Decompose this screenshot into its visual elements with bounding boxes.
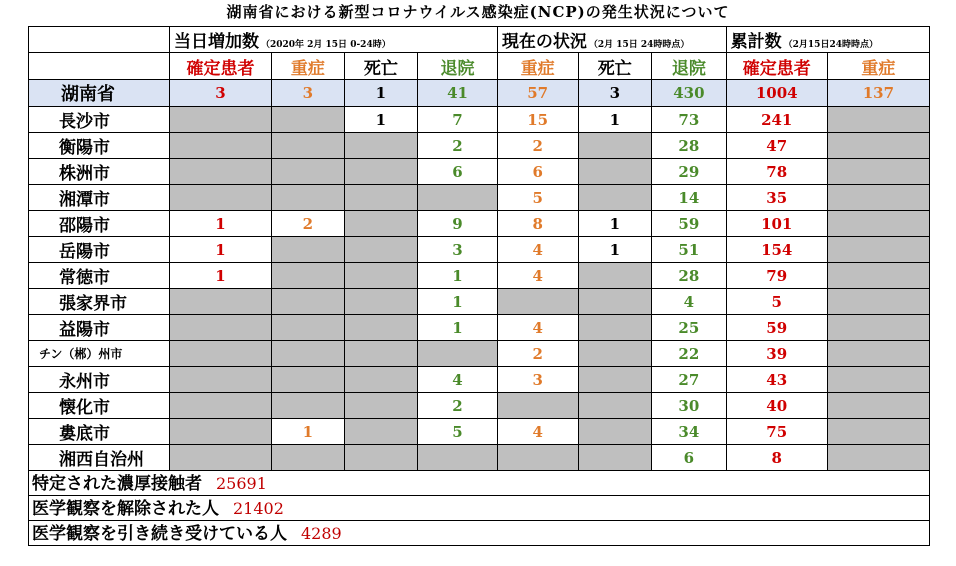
cell-current-death	[578, 289, 652, 315]
group-header-current-status: 現在の状況 （2月 15日 24時時点）	[497, 27, 726, 53]
cell-daily-confirmed	[169, 289, 271, 315]
col-header-total-confirmed: 確定患者	[726, 53, 827, 80]
cell-total-confirmed: 154	[726, 237, 827, 263]
region-name: 懐化市	[29, 393, 170, 419]
cell-total-severe	[827, 445, 929, 471]
group-header-cumulative: 累計数 （2月15日24時時点）	[726, 27, 929, 53]
cell-daily-severe	[272, 107, 345, 133]
col-header-current-severe: 重症	[497, 53, 578, 80]
col-header-daily-severe: 重症	[272, 53, 345, 80]
table-row	[29, 263, 930, 289]
cell-current-death	[578, 263, 652, 289]
corner-cell	[29, 53, 170, 80]
cell-total-confirmed: 47	[726, 133, 827, 159]
footer-row	[28, 521, 930, 546]
col-header-current-discharged: 退院	[652, 53, 727, 80]
table-row	[29, 185, 930, 211]
cell-current-severe: 5	[497, 185, 578, 211]
cell-daily-discharged: 1	[418, 289, 498, 315]
cell-daily-confirmed	[169, 341, 271, 367]
cell-daily-discharged	[418, 341, 498, 367]
cell-current-death	[578, 393, 652, 419]
cell-daily-severe	[272, 393, 345, 419]
region-name: 湘潭市	[29, 185, 170, 211]
region-name: 邵陽市	[29, 211, 170, 237]
cell-total-severe	[827, 263, 929, 289]
cell-current-death: 3	[578, 80, 652, 107]
footer-row	[28, 471, 930, 496]
cell-current-death	[578, 419, 652, 445]
col-header-total-severe: 重症	[827, 53, 929, 80]
cell-total-severe	[827, 315, 929, 341]
cell-daily-confirmed	[169, 393, 271, 419]
cell-daily-severe	[272, 367, 345, 393]
cell-daily-severe: 2	[272, 211, 345, 237]
cell-total-confirmed: 43	[726, 367, 827, 393]
group-header-daily-increase: 当日増加数 （2020年 2月 15日 0-24時）	[169, 27, 497, 53]
province-row	[29, 80, 930, 107]
cell-total-severe	[827, 107, 929, 133]
table-row	[29, 237, 930, 263]
cell-current-severe: 15	[497, 107, 578, 133]
cell-current-death	[578, 315, 652, 341]
table-row	[29, 419, 930, 445]
cell-total-severe	[827, 133, 929, 159]
cell-daily-confirmed	[169, 367, 271, 393]
cell-daily-severe	[272, 341, 345, 367]
cell-current-discharged: 59	[652, 211, 727, 237]
region-name: 益陽市	[29, 315, 170, 341]
cell-daily-death	[344, 133, 418, 159]
cell-total-confirmed: 8	[726, 445, 827, 471]
cell-current-severe: 2	[497, 133, 578, 159]
cell-current-severe: 3	[497, 367, 578, 393]
cell-daily-death	[344, 237, 418, 263]
region-name: 長沙市	[29, 107, 170, 133]
cell-daily-discharged: 5	[418, 419, 498, 445]
cell-current-discharged: 6	[652, 445, 727, 471]
cell-current-discharged: 29	[652, 159, 727, 185]
cell-current-severe: 4	[497, 237, 578, 263]
table-body	[29, 80, 930, 471]
col-header-daily-death: 死亡	[344, 53, 418, 80]
cell-total-confirmed: 1004	[726, 80, 827, 107]
table-row	[29, 159, 930, 185]
cell-daily-severe	[272, 263, 345, 289]
cell-total-severe	[827, 419, 929, 445]
cell-daily-confirmed	[169, 133, 271, 159]
cell-current-death	[578, 133, 652, 159]
cell-daily-discharged: 3	[418, 237, 498, 263]
cell-daily-confirmed: 1	[169, 211, 271, 237]
cell-daily-severe: 1	[272, 419, 345, 445]
region-name: 常徳市	[29, 263, 170, 289]
table-row	[29, 289, 930, 315]
cell-daily-death: 1	[344, 107, 418, 133]
cell-daily-discharged: 7	[418, 107, 498, 133]
cell-daily-discharged: 41	[418, 80, 498, 107]
cell-daily-discharged: 1	[418, 263, 498, 289]
region-name: 湘西自治州	[29, 445, 170, 471]
cell-current-discharged: 28	[652, 133, 727, 159]
cell-current-severe: 4	[497, 419, 578, 445]
cell-current-severe: 6	[497, 159, 578, 185]
cell-current-discharged: 73	[652, 107, 727, 133]
cell-daily-discharged: 4	[418, 367, 498, 393]
cell-daily-death	[344, 315, 418, 341]
cell-daily-death	[344, 289, 418, 315]
table-row	[29, 367, 930, 393]
cell-total-severe	[827, 393, 929, 419]
cell-total-confirmed: 79	[726, 263, 827, 289]
cell-current-discharged: 4	[652, 289, 727, 315]
cell-total-confirmed: 75	[726, 419, 827, 445]
cell-total-severe	[827, 341, 929, 367]
cell-daily-death	[344, 445, 418, 471]
region-name: 衡陽市	[29, 133, 170, 159]
cell-current-death: 1	[578, 211, 652, 237]
cell-daily-death	[344, 263, 418, 289]
cell-daily-confirmed	[169, 445, 271, 471]
cell-current-death	[578, 341, 652, 367]
col-header-current-death: 死亡	[578, 53, 652, 80]
cell-daily-discharged	[418, 445, 498, 471]
cell-current-severe: 4	[497, 263, 578, 289]
corner-cell	[29, 27, 170, 53]
cell-daily-confirmed: 1	[169, 237, 271, 263]
footer-label: 医学観察を解除された人	[32, 499, 219, 519]
region-name: 岳陽市	[29, 237, 170, 263]
footer-value: 4289	[301, 524, 342, 543]
cell-daily-discharged: 2	[418, 393, 498, 419]
cell-daily-confirmed	[169, 315, 271, 341]
cell-current-death	[578, 185, 652, 211]
cell-daily-confirmed	[169, 185, 271, 211]
cell-total-severe	[827, 185, 929, 211]
table-row	[29, 107, 930, 133]
table-row	[29, 211, 930, 237]
cell-current-severe: 4	[497, 315, 578, 341]
cell-current-severe	[497, 289, 578, 315]
page-title: 湖南省における新型コロナウイルス感染症(NCP)の発生状況について	[226, 3, 730, 21]
cell-daily-severe	[272, 315, 345, 341]
cell-daily-confirmed	[169, 107, 271, 133]
region-name: 湖南省	[29, 80, 170, 107]
cell-daily-discharged: 2	[418, 133, 498, 159]
table-row	[29, 445, 930, 471]
footer-label: 特定された濃厚接触者	[32, 474, 202, 494]
cell-daily-severe	[272, 237, 345, 263]
cell-daily-discharged	[418, 185, 498, 211]
cell-daily-confirmed	[169, 159, 271, 185]
cell-total-confirmed: 101	[726, 211, 827, 237]
cell-total-confirmed: 39	[726, 341, 827, 367]
table-row	[29, 393, 930, 419]
cell-daily-confirmed: 3	[169, 80, 271, 107]
table-row	[29, 315, 930, 341]
cell-total-confirmed: 35	[726, 185, 827, 211]
cell-daily-discharged: 9	[418, 211, 498, 237]
cell-daily-death: 1	[344, 80, 418, 107]
cell-current-discharged: 22	[652, 341, 727, 367]
footer-value: 21402	[233, 499, 284, 518]
cell-total-severe	[827, 289, 929, 315]
table-row	[29, 133, 930, 159]
cell-daily-discharged: 1	[418, 315, 498, 341]
region-name: 婁底市	[29, 419, 170, 445]
cell-total-confirmed: 78	[726, 159, 827, 185]
cell-current-discharged: 34	[652, 419, 727, 445]
ncp-status-table	[28, 26, 930, 471]
cell-daily-death	[344, 211, 418, 237]
col-header-daily-discharged: 退院	[418, 53, 498, 80]
cell-current-discharged: 28	[652, 263, 727, 289]
cell-current-death	[578, 367, 652, 393]
region-name: 株洲市	[29, 159, 170, 185]
cell-total-confirmed: 59	[726, 315, 827, 341]
footer-row	[28, 496, 930, 521]
cell-total-severe	[827, 211, 929, 237]
cell-current-death: 1	[578, 237, 652, 263]
cell-total-severe	[827, 367, 929, 393]
col-header-daily-confirmed: 確定患者	[169, 53, 271, 80]
cell-total-severe: 137	[827, 80, 929, 107]
cell-current-severe: 2	[497, 341, 578, 367]
cell-daily-severe	[272, 289, 345, 315]
cell-current-severe	[497, 393, 578, 419]
region-name: 永州市	[29, 367, 170, 393]
cell-daily-death	[344, 419, 418, 445]
cell-daily-severe: 3	[272, 80, 345, 107]
cell-current-death: 1	[578, 107, 652, 133]
footer-label: 医学観察を引き続き受けている人	[32, 524, 287, 544]
cell-total-severe	[827, 159, 929, 185]
region-name: 張家界市	[29, 289, 170, 315]
cell-current-death	[578, 159, 652, 185]
table-row	[29, 341, 930, 367]
footer-value: 25691	[216, 474, 267, 493]
cell-current-severe: 8	[497, 211, 578, 237]
cell-daily-death	[344, 367, 418, 393]
group-header-row	[29, 27, 930, 53]
cell-daily-death	[344, 185, 418, 211]
cell-current-severe	[497, 445, 578, 471]
cell-daily-severe	[272, 445, 345, 471]
region-name: チン（郴）州市	[29, 341, 170, 367]
cell-current-discharged: 25	[652, 315, 727, 341]
cell-current-discharged: 30	[652, 393, 727, 419]
cell-daily-discharged: 6	[418, 159, 498, 185]
cell-daily-severe	[272, 133, 345, 159]
cell-current-discharged: 430	[652, 80, 727, 107]
cell-total-confirmed: 40	[726, 393, 827, 419]
cell-daily-severe	[272, 185, 345, 211]
cell-daily-confirmed	[169, 419, 271, 445]
cell-daily-severe	[272, 159, 345, 185]
cell-current-discharged: 51	[652, 237, 727, 263]
cell-daily-death	[344, 159, 418, 185]
cell-current-death	[578, 445, 652, 471]
cell-current-discharged: 14	[652, 185, 727, 211]
cell-daily-confirmed: 1	[169, 263, 271, 289]
cell-total-severe	[827, 237, 929, 263]
cell-daily-death	[344, 393, 418, 419]
sub-header-row	[29, 53, 930, 80]
cell-total-confirmed: 241	[726, 107, 827, 133]
cell-total-confirmed: 5	[726, 289, 827, 315]
cell-daily-death	[344, 341, 418, 367]
cell-current-discharged: 27	[652, 367, 727, 393]
cell-current-severe: 57	[497, 80, 578, 107]
